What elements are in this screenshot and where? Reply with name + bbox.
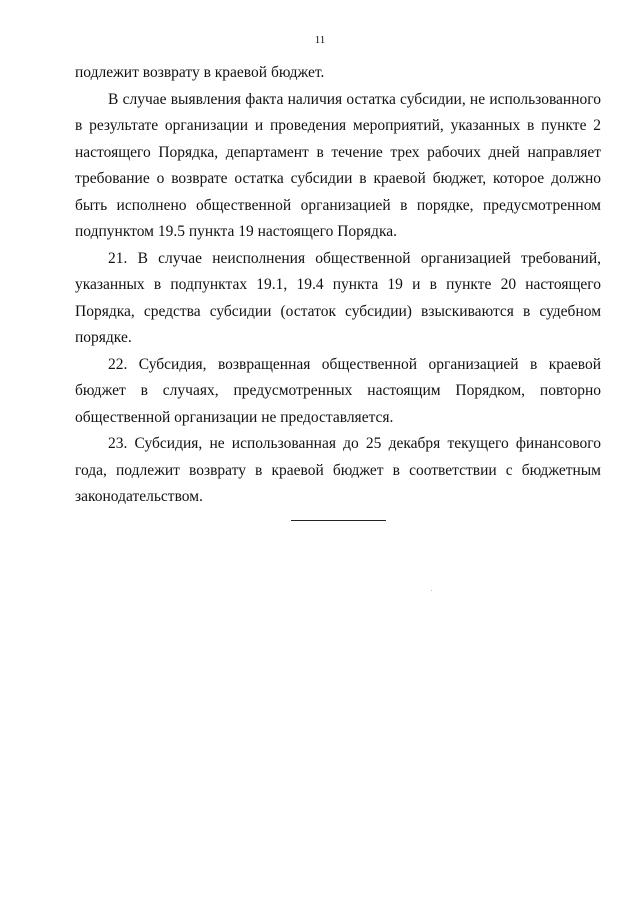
page-number: 11 <box>314 34 326 46</box>
end-of-document-rule <box>291 520 386 521</box>
paragraph-21: 21. В случае неисполнения общественной организацией требований, указанных в подпунктах 19.1, 19.4 пункта 19 и в пункте 20 настоящего Порядка, средства субсидии (остаток субсидии) взыскиваются в судебном порядке. <box>75 249 601 346</box>
paragraph-continuation: подлежит возврату в краевой бюджет. <box>75 64 325 81</box>
paragraph-remainder-return: В случае выявления факта наличия остатка субсидии, не использованного в результате организации и проведения мероприятий, указанных в пункте 2 настоящего Порядка, департамент в течение трех рабочих дней направляет требование о возврате остатка субсидии в краевой бюджет, которое должно быть исполнено общественной организацией в порядке, предусмотренном подпунктом 19.5 пункта 19 настоящего Порядка. <box>75 90 601 240</box>
document-body <box>75 60 601 511</box>
paragraph-22: 22. Субсидия, возвращенная общественной организацией в краевой бюджет в случаях, предусмотренных настоящим Порядком, повторно общественной организации не предоставляется. <box>75 355 601 426</box>
paragraph-23: 23. Субсидия, не использованная до 25 декабря текущего финансового года, подлежит возврату в краевой бюджет в соответствии с бюджетным законодательством. <box>75 435 601 505</box>
scan-speck <box>431 590 432 591</box>
